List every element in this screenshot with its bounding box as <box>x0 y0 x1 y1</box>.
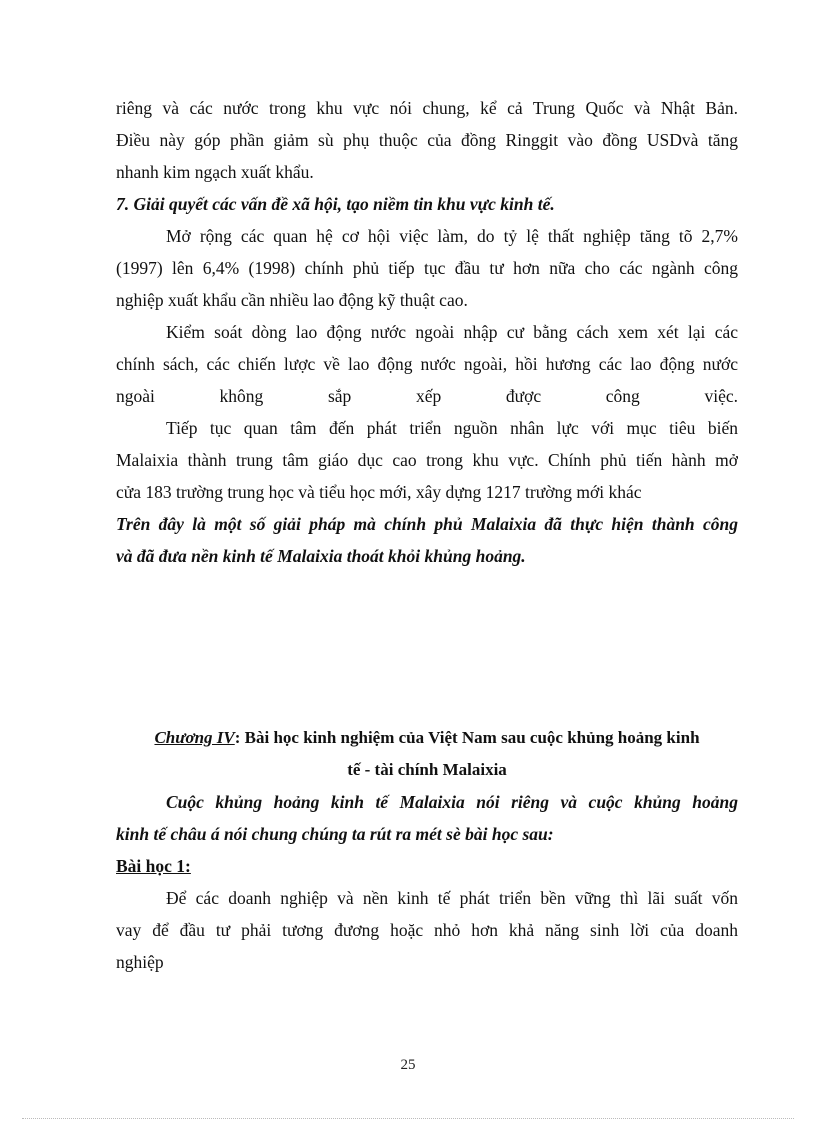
lesson-1-text <box>116 882 738 978</box>
text-line: Để các doanh nghiệp và nền kinh tế phát triển bền vững thì lãi suất vốn <box>166 888 738 908</box>
text-line: nhanh kim ngạch xuất khẩu. <box>116 162 314 182</box>
text-line: nghiệp <box>116 952 164 972</box>
page-bottom-rule <box>22 1118 794 1119</box>
text-line: Điều này góp phần giảm sù phụ thuộc của đồng Ringgit vào đồng USDvà tăng <box>116 130 738 150</box>
chapter-label: Chương IV <box>154 728 235 747</box>
lesson-1-heading: Bài học 1: <box>116 856 191 876</box>
chapter-intro <box>116 786 738 850</box>
text-line: Trên đây là một số giải pháp mà chính phủ Malaixia đã thực hiện thành công <box>116 514 738 534</box>
text-line: cửa 183 trường trung học và tiểu học mới, xây dựng 1217 trường mới khác <box>116 482 642 502</box>
text-line: vay để đầu tư phải tương đương hoặc nhỏ hơn khả năng sinh lời của doanh <box>116 920 738 940</box>
section-spacer <box>116 572 738 722</box>
text-line: Tiếp tục quan tâm đến phát triển nguồn nhân lực với mục tiêu biến <box>166 418 738 438</box>
paragraph-continued <box>116 92 738 188</box>
text-line: (1997) lên 6,4% (1998) chính phủ tiếp tục đầu tư hơn nữa cho các ngành công <box>116 258 738 278</box>
section-7-title: 7. Giải quyết các vấn đề xã hội, tạo niềm tin khu vực kinh tế. <box>116 194 555 214</box>
text-line: Malaixia thành trung tâm giáo dục cao trong khu vực. Chính phủ tiến hành mở <box>116 450 738 470</box>
chapter-title-line1: : Bài học kinh nghiệm của Việt Nam sau cuộc khủng hoảng kinh <box>234 728 700 747</box>
text-line: riêng và các nước trong khu vực nói chung, kể cả Trung Quốc và Nhật Bản. <box>116 98 738 118</box>
page-content <box>116 92 738 978</box>
conclusion <box>116 508 738 572</box>
text-line: nghiệp xuất khẩu cần nhiều lao động kỹ thuật cao. <box>116 290 468 310</box>
paragraph-education <box>116 412 738 508</box>
text-line: ngoài không sắp xếp được công việc. <box>116 386 738 406</box>
paragraph-labor <box>116 316 738 412</box>
text-line: kinh tế châu á nói chung chúng ta rút ra mét sè bài học sau: <box>116 824 554 844</box>
text-line: và đã đưa nền kinh tế Malaixia thoát khỏi khủng hoảng. <box>116 546 526 566</box>
paragraph-employment <box>116 220 738 316</box>
chapter-title-line2: tế - tài chính Malaixia <box>347 760 507 779</box>
chapter-heading <box>116 722 738 754</box>
text-line: chính sách, các chiến lược về lao động nước ngoài, hồi hương các lao động nước <box>116 354 738 374</box>
text-line: Kiểm soát dòng lao động nước ngoài nhập cư bằng cách xem xét lại các <box>166 322 738 342</box>
page-number: 25 <box>400 1057 416 1073</box>
text-line: Cuộc khủng hoảng kinh tế Malaixia nói riêng và cuộc khủng hoảng <box>166 792 738 812</box>
text-line: Mở rộng các quan hệ cơ hội việc làm, do tỷ lệ thất nghiệp tăng tõ 2,7% <box>166 226 738 246</box>
